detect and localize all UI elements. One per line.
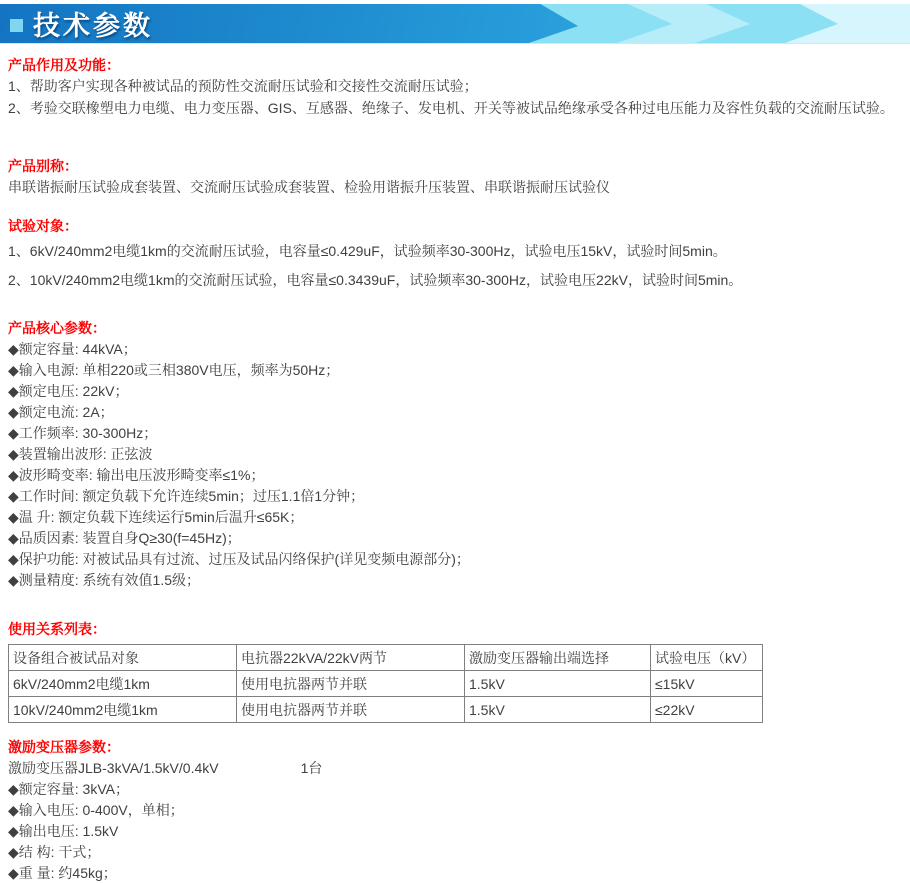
table-cell: 1.5kV bbox=[465, 671, 651, 697]
section-title-test-object: 试验对象： bbox=[8, 218, 78, 234]
table-header-cell: 试验电压（kV） bbox=[651, 645, 763, 671]
table-cell: 使用电抗器两节并联 bbox=[237, 697, 465, 723]
page-title: 技术参数 bbox=[33, 11, 153, 41]
exciter-quantity: 1台 bbox=[300, 760, 323, 776]
usage-relation-table bbox=[8, 644, 763, 723]
exciter-model: 激励变压器JLB-3kVA/1.5kV/0.4kV bbox=[8, 760, 219, 776]
spec-item: ◆额定电流: 2A； bbox=[8, 404, 114, 420]
alias-line: 串联谐振耐压试验成套装置、交流耐压试验成套装置、检验用谐振升压装置、串联谐振耐压试验仪 bbox=[8, 179, 610, 195]
spec-item: ◆温 升: 额定负载下连续运行5min后温升≤65K； bbox=[8, 509, 304, 525]
section-title-alias: 产品别称： bbox=[8, 158, 78, 174]
table-cell: 6kV/240mm2电缆1km bbox=[9, 671, 237, 697]
table-row bbox=[9, 697, 763, 723]
spec-item: ◆重 量: 约45kg； bbox=[8, 865, 117, 881]
spec-item: ◆保护功能: 对被试品具有过流、过压及试品闪络保护(详见变频电源部分)； bbox=[8, 551, 470, 567]
function-line: 1、帮助客户实现各种被试品的预防性交流耐压试验和交接性交流耐压试验； bbox=[8, 78, 478, 94]
spec-item: ◆输出电压: 1.5kV bbox=[8, 823, 119, 839]
page-banner bbox=[0, 4, 910, 44]
table-cell: 1.5kV bbox=[465, 697, 651, 723]
spec-item: ◆品质因素: 装置自身Q≥30(f=45Hz)； bbox=[8, 530, 241, 546]
spec-item: ◆额定容量: 44kVA； bbox=[8, 341, 137, 357]
spec-item: ◆测量精度: 系统有效值1.5级； bbox=[8, 572, 201, 588]
spec-item: ◆输入电源: 单相220或三相380V电压，频率为50Hz； bbox=[8, 362, 340, 378]
test-object-line: 1、6kV/240mm2电缆1km的交流耐压试验，电容量≤0.429uF，试验频率30-300Hz，试验电压15kV，试验时间5min。 bbox=[8, 243, 727, 259]
accent-square-icon bbox=[10, 19, 23, 32]
spec-item: ◆额定容量: 3kVA； bbox=[8, 781, 129, 797]
section-title-function: 产品作用及功能： bbox=[8, 57, 120, 73]
table-row bbox=[9, 671, 763, 697]
exciter-model-line bbox=[8, 758, 902, 779]
table-cell: 10kV/240mm2电缆1km bbox=[9, 697, 237, 723]
spec-item: ◆结 构: 干式； bbox=[8, 844, 101, 860]
table-cell: 使用电抗器两节并联 bbox=[237, 671, 465, 697]
table-header-cell: 设备组合被试品对象 bbox=[9, 645, 237, 671]
table-header-row bbox=[9, 645, 763, 671]
spec-item: ◆波形畸变率: 输出电压波形畸变率≤1%； bbox=[8, 467, 265, 483]
spec-item: ◆输入电压: 0-400V，单相； bbox=[8, 802, 184, 818]
test-object-line: 2、10kV/240mm2电缆1km的交流耐压试验，电容量≤0.3439uF，试验频率30-300Hz，试验电压22kV，试验时间5min。 bbox=[8, 272, 743, 288]
spec-item: ◆工作时间: 额定负载下允许连续5min；过压1.1倍1分钟； bbox=[8, 488, 365, 504]
function-line: 2、考验交联橡塑电力电缆、电力变压器、GIS、互感器、绝缘子、发电机、开关等被试品绝缘承受各种过电压能力及容性负载的交流耐压试验。 bbox=[8, 100, 894, 116]
spec-item: ◆工作频率: 30-300Hz； bbox=[8, 425, 158, 441]
spec-item: ◆额定电压: 22kV； bbox=[8, 383, 129, 399]
table-header-cell: 激励变压器输出端选择 bbox=[465, 645, 651, 671]
spec-item: ◆装置输出波形: 正弦波 bbox=[8, 446, 153, 462]
table-cell: ≤22kV bbox=[651, 697, 763, 723]
table-header-cell: 电抗器22kVA/22kV两节 bbox=[237, 645, 465, 671]
section-title-core-params: 产品核心参数： bbox=[8, 320, 106, 336]
table-cell: ≤15kV bbox=[651, 671, 763, 697]
section-title-usage-table: 使用关系列表： bbox=[8, 621, 106, 637]
section-title-exciter: 激励变压器参数： bbox=[8, 739, 120, 755]
